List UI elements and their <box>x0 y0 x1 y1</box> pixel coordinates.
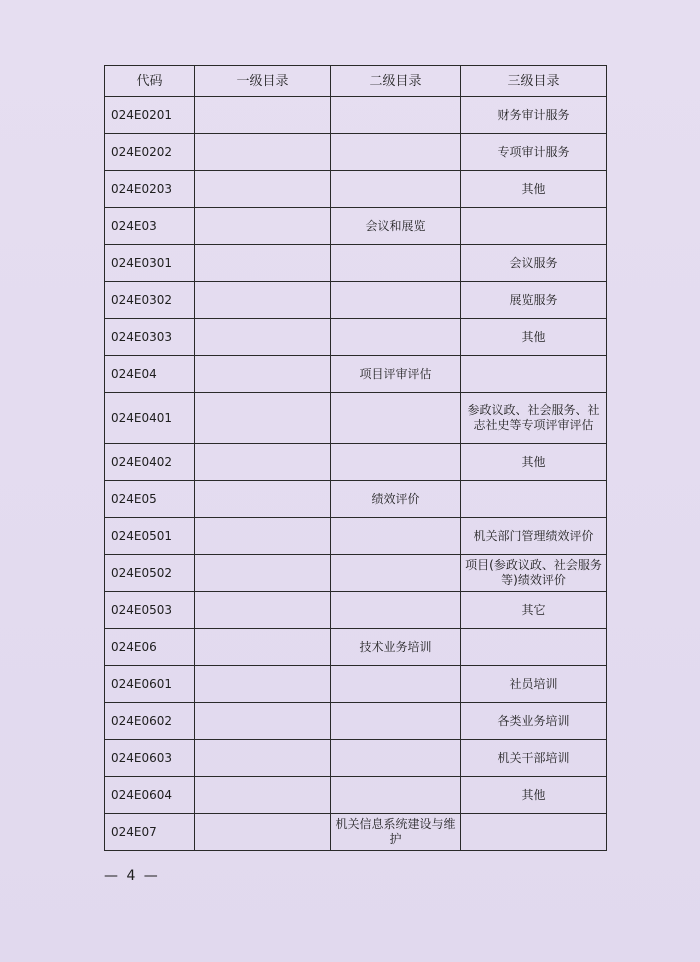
cell-code: 024E0401 <box>105 393 195 444</box>
cell-level2 <box>331 134 461 171</box>
page-number: — 4 — <box>104 868 160 884</box>
cell-code: 024E06 <box>105 629 195 666</box>
cell-level2 <box>331 555 461 592</box>
table-row <box>105 444 607 481</box>
cell-level1 <box>195 171 331 208</box>
cell-level3 <box>461 481 607 518</box>
cell-code: 024E0604 <box>105 777 195 814</box>
cell-level1 <box>195 97 331 134</box>
header-level3: 三级目录 <box>461 66 607 97</box>
cell-level1 <box>195 666 331 703</box>
cell-level2 <box>331 97 461 134</box>
cell-code: 024E0302 <box>105 282 195 319</box>
cell-level1 <box>195 703 331 740</box>
cell-level1 <box>195 245 331 282</box>
table-row <box>105 777 607 814</box>
cell-level2: 绩效评价 <box>331 481 461 518</box>
cell-level1 <box>195 740 331 777</box>
table-row <box>105 208 607 245</box>
table-row <box>105 245 607 282</box>
cell-level3: 专项审计服务 <box>461 134 607 171</box>
cell-level1 <box>195 444 331 481</box>
cell-level3: 各类业务培训 <box>461 703 607 740</box>
cell-code: 024E0603 <box>105 740 195 777</box>
cell-level2 <box>331 592 461 629</box>
table-row <box>105 171 607 208</box>
table-header-row <box>105 66 607 97</box>
header-level2: 二级目录 <box>331 66 461 97</box>
table-row <box>105 666 607 703</box>
cell-level2 <box>331 245 461 282</box>
table-row <box>105 134 607 171</box>
cell-level3: 机关部门管理绩效评价 <box>461 518 607 555</box>
cell-level3 <box>461 629 607 666</box>
cell-level1 <box>195 134 331 171</box>
cell-level2: 机关信息系统建设与维护 <box>331 814 461 851</box>
cell-level2 <box>331 740 461 777</box>
cell-code: 024E0501 <box>105 518 195 555</box>
cell-code: 024E0502 <box>105 555 195 592</box>
cell-code: 024E05 <box>105 481 195 518</box>
cell-level3: 机关干部培训 <box>461 740 607 777</box>
cell-level3: 其他 <box>461 171 607 208</box>
cell-level2 <box>331 282 461 319</box>
cell-level1 <box>195 481 331 518</box>
cell-level3: 社员培训 <box>461 666 607 703</box>
cell-level2: 会议和展览 <box>331 208 461 245</box>
table-row <box>105 703 607 740</box>
table-row <box>105 282 607 319</box>
cell-level3: 展览服务 <box>461 282 607 319</box>
cell-level3: 其他 <box>461 319 607 356</box>
cell-code: 024E0402 <box>105 444 195 481</box>
cell-level1 <box>195 629 331 666</box>
cell-level2 <box>331 444 461 481</box>
cell-level1 <box>195 518 331 555</box>
cell-level2 <box>331 171 461 208</box>
header-level1: 一级目录 <box>195 66 331 97</box>
cell-level2 <box>331 393 461 444</box>
cell-level2: 项目评审评估 <box>331 356 461 393</box>
cell-level2: 技术业务培训 <box>331 629 461 666</box>
cell-level1 <box>195 208 331 245</box>
cell-code: 024E0201 <box>105 97 195 134</box>
cell-code: 024E07 <box>105 814 195 851</box>
cell-code: 024E0303 <box>105 319 195 356</box>
table-row <box>105 629 607 666</box>
cell-level2 <box>331 703 461 740</box>
cell-level1 <box>195 393 331 444</box>
cell-level1 <box>195 555 331 592</box>
cell-level1 <box>195 777 331 814</box>
cell-level3: 其他 <box>461 444 607 481</box>
cell-code: 024E0602 <box>105 703 195 740</box>
cell-level2 <box>331 666 461 703</box>
table-row <box>105 555 607 592</box>
table-row <box>105 97 607 134</box>
cell-level1 <box>195 356 331 393</box>
cell-level3: 参政议政、社会服务、社志社史等专项评审评估 <box>461 393 607 444</box>
cell-level3 <box>461 208 607 245</box>
cell-code: 024E03 <box>105 208 195 245</box>
table-row <box>105 481 607 518</box>
header-code: 代码 <box>105 66 195 97</box>
cell-level1 <box>195 814 331 851</box>
cell-level3: 财务审计服务 <box>461 97 607 134</box>
cell-level3 <box>461 356 607 393</box>
table-row <box>105 592 607 629</box>
cell-level2 <box>331 518 461 555</box>
table-row <box>105 740 607 777</box>
cell-code: 024E04 <box>105 356 195 393</box>
cell-level3: 其他 <box>461 777 607 814</box>
table-row <box>105 518 607 555</box>
cell-code: 024E0601 <box>105 666 195 703</box>
cell-code: 024E0301 <box>105 245 195 282</box>
table-row <box>105 319 607 356</box>
cell-level1 <box>195 592 331 629</box>
cell-level1 <box>195 282 331 319</box>
cell-code: 024E0203 <box>105 171 195 208</box>
cell-level2 <box>331 777 461 814</box>
cell-code: 024E0503 <box>105 592 195 629</box>
cell-level3: 会议服务 <box>461 245 607 282</box>
cell-level3: 其它 <box>461 592 607 629</box>
cell-code: 024E0202 <box>105 134 195 171</box>
cell-level3: 项目(参政议政、社会服务等)绩效评价 <box>461 555 607 592</box>
cell-level2 <box>331 319 461 356</box>
catalog-table <box>104 65 607 851</box>
table-row <box>105 814 607 851</box>
cell-level3 <box>461 814 607 851</box>
table-row <box>105 393 607 444</box>
cell-level1 <box>195 319 331 356</box>
table-row <box>105 356 607 393</box>
